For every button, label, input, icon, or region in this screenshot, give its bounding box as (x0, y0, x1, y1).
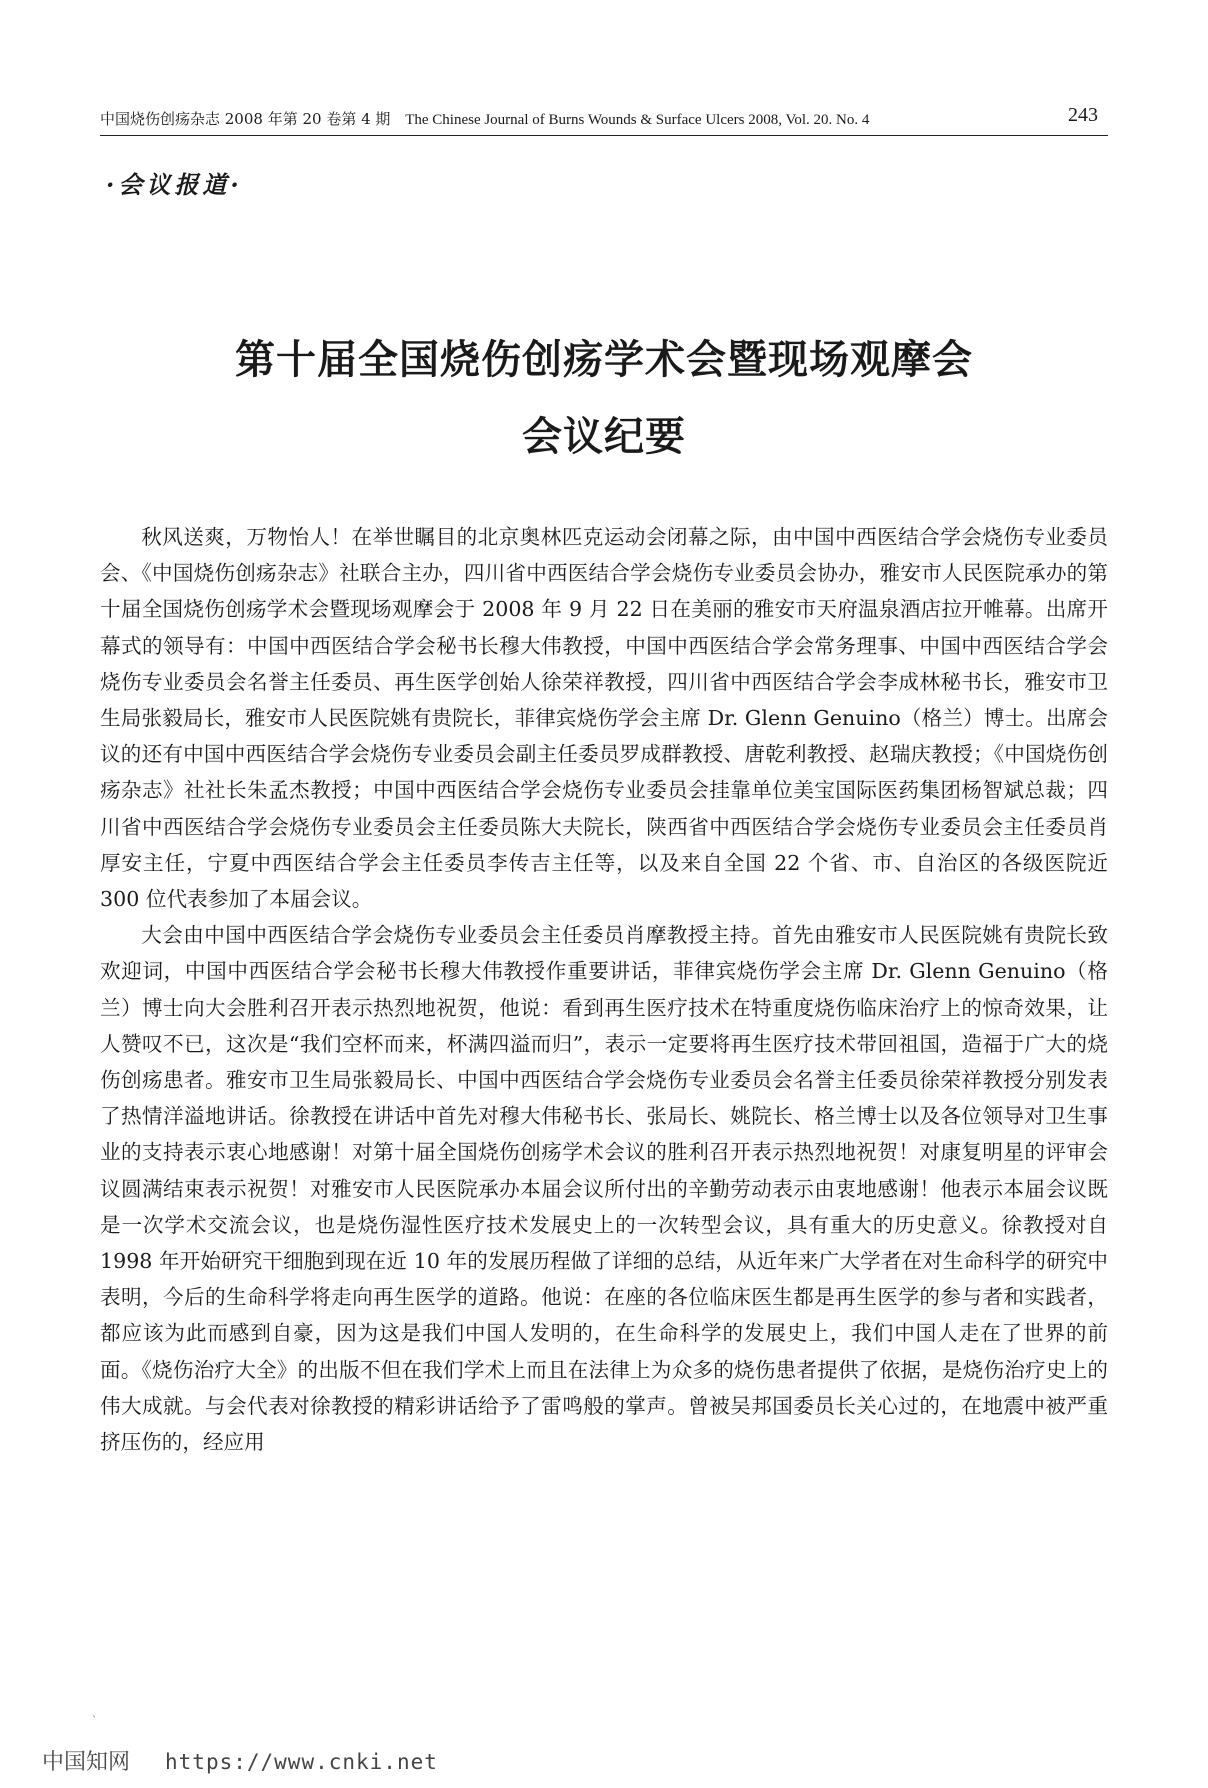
body-paragraph: 秋风送爽，万物怡人！在举世瞩目的北京奥林匹克运动会闭幕之际，由中国中西医结合学会烧伤专业委员会、《中国烧伤创疡杂志》社联合主办，四川省中西医结合学会烧伤专业委员会协办，雅安市人民医院承办的第十届全国烧伤创疡学术会暨现场观摩会于 2008 年 9 月 22 日在美丽的雅安市天府温泉酒店拉开帷幕。出席开幕式的领导有：中国中西医结合学会秘书长穆大伟教授，中国中西医结合学会常务理事、中国中西医结合学会烧伤专业委员会名誉主任委员、再生医学创始人徐荣祥教授，四川省中西医结合学会李成林秘书长，雅安市卫生局张毅局长，雅安市人民医院姚有贵院长，菲律宾烧伤学会主席 Dr. Glenn Genuino（格兰）博士。出席会议的还有中国中西医结合学会烧伤专业委员会副主任委员罗成群教授、唐乾利教授、赵瑞庆教授；《中国烧伤创疡杂志》社社长朱孟杰教授；中国中西医结合学会烧伤专业委员会挂靠单位美宝国际医药集团杨智斌总裁；四川省中西医结合学会烧伤专业委员会主任委员陈大夫院长，陕西省中西医结合学会烧伤专业委员会主任委员肖厚安主任，宁夏中西医结合学会主任委员李传吉主任等，以及来自全国 22 个省、市、自治区的各级医院近 300 位代表参加了本届会议。 (100, 525, 1108, 912)
journal-name-chinese: 中国烧伤创疡杂志 2008 年第 20 卷第 4 期 (100, 110, 391, 128)
running-header (100, 108, 1100, 129)
article-title-line-1: 第十届全国烧伤创疡学术会暨现场观摩会 (235, 337, 973, 383)
article-title-line-2: 会议纪要 (522, 414, 686, 460)
scan-mark: ` (92, 1716, 97, 1727)
watermark-site-url[interactable]: https://www.cnki.net (165, 1750, 438, 1774)
section-label: ·会议报道· (106, 170, 243, 199)
header-divider (100, 135, 1108, 136)
article-body (100, 519, 1108, 1460)
page-number: 243 (1068, 104, 1098, 126)
body-paragraph: 大会由中国中西医结合学会烧伤专业委员会主任委员肖摩教授主持。首先由雅安市人民医院姚有贵院长致欢迎词，中国中西医结合学会秘书长穆大伟教授作重要讲话，菲律宾烧伤学会主席 Dr. Glenn Genuino（格兰）博士向大会胜利召开表示热烈地祝贺，他说：看到再生医疗技术在特重度烧伤临床治疗上的惊奇效果，让人赞叹不已，这次是“我们空杯而来，杯满四溢而归”，表示一定要将再生医疗技术带回祖国，造福于广大的烧伤创疡患者。雅安市卫生局张毅局长、中国中西医结合学会烧伤专业委员会名誉主任委员徐荣祥教授分别发表了热情洋溢地讲话。徐教授在讲话中首先对穆大伟秘书长、张局长、姚院长、格兰博士以及各位领导对卫生事业的支持表示衷心地感谢！对第十届全国烧伤创疡学术会议的胜利召开表示热烈地祝贺！对康复明星的评审会议圆满结束表示祝贺！对雅安市人民医院承办本届会议所付出的辛勤劳动表示由衷地感谢！他表示本届会议既是一次学术交流会议，也是烧伤湿性医疗技术发展史上的一次转型会议，具有重大的历史意义。徐教授对自 1998 年开始研究干细胞到现在近 10 年的发展历程做了详细的总结，从近年来广大学者在对生命科学的研究中表明，今后的生命科学将走向再生医学的道路。他说：在座的各位临床医生都是再生医学的参与者和实践者，都应该为此而感到自豪，因为这是我们中国人发明的，在生命科学的发展史上，我们中国人走在了世界的前面。《烧伤治疗大全》的出版不但在我们学术上而且在法律上为众多的烧伤患者提供了依据，是烧伤治疗史上的伟大成就。与会代表对徐教授的精彩讲话给予了雷鸣般的掌声。曾被吴邦国委员长关心过的，在地震中被严重挤压伤的，经应用 (100, 923, 1108, 1455)
watermark-site-name: 中国知网 (42, 1750, 131, 1775)
cnki-watermark (42, 1745, 438, 1776)
journal-name-english: The Chinese Journal of Burns Wounds & Surface Ulcers 2008, Vol. 20. No. 4 (405, 112, 870, 128)
